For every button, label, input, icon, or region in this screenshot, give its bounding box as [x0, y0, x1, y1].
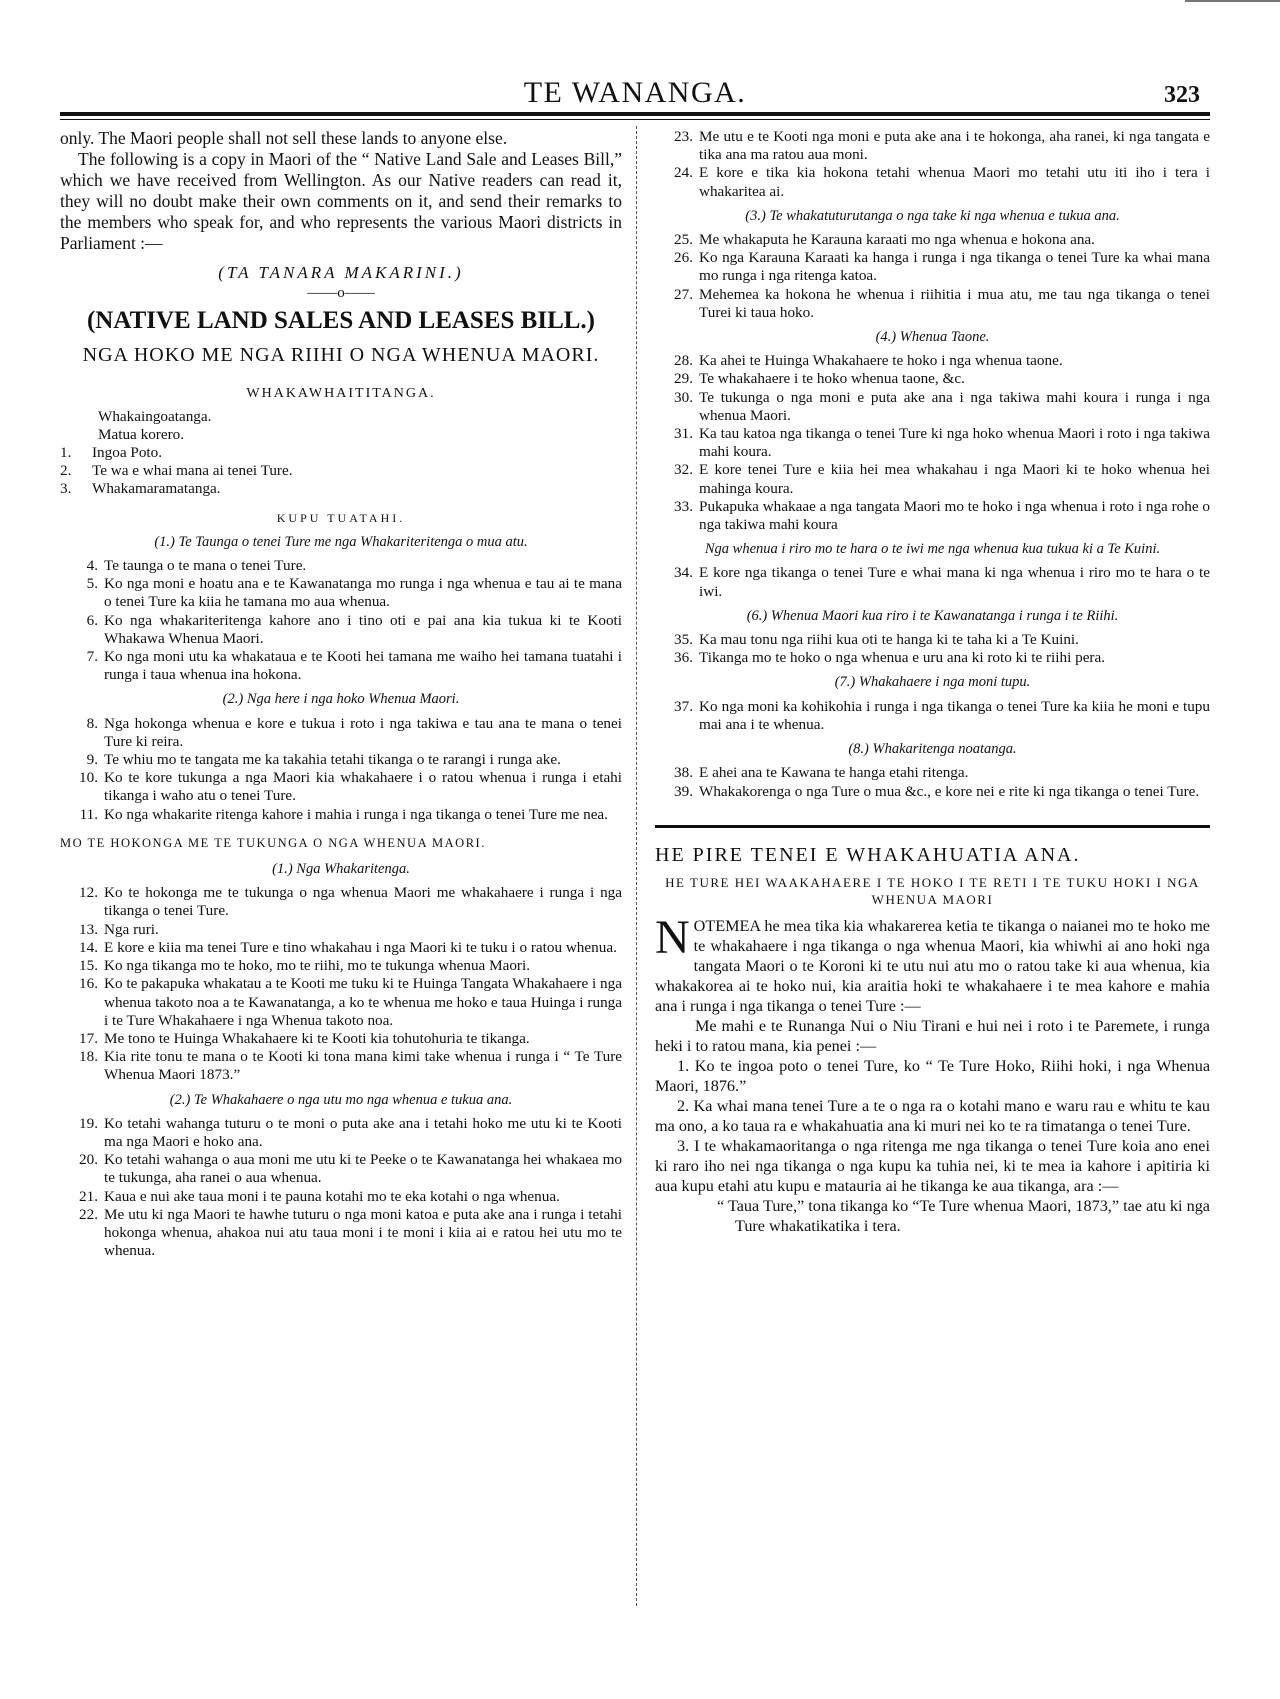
clause-list [655, 631, 1210, 667]
clause-text: Kaua e nui ake taua moni i te pauna kotahi mo te eka kotahi o nga whenua. [104, 1187, 560, 1205]
clause-item [60, 557, 622, 575]
clause-text: Whakakorenga o nga Ture o mua &c., e kore nei e rite ki nga tikanga o tenei Ture. [699, 782, 1200, 800]
clause-number: 11. [79, 805, 98, 823]
clause-list [655, 352, 1210, 534]
clause-number: 32. [674, 461, 693, 479]
clause-item [655, 352, 1210, 370]
newspaper-title: TE WANANGA. [523, 76, 747, 109]
act-paragraph: 2. Ka whai mana tenei Ture a te o nga ra o kotahi mano e waru rau e whitu te kau ma ono, a ko taua ra e whakahuatia ana ki muri nei ko te ra timatanga o tenei Ture. [655, 1096, 1210, 1135]
column-divider [636, 126, 637, 1606]
clause-number: 15. [79, 957, 98, 975]
contents-list [60, 444, 622, 499]
clause-item [60, 806, 622, 824]
clause-item [60, 648, 622, 684]
section-subheading: (4.) Whenua Taone. [875, 329, 990, 346]
clause-item [60, 1048, 622, 1084]
corner-mark [1185, 0, 1280, 2]
clause-list [60, 1115, 622, 1261]
clause-item [60, 1115, 622, 1151]
clause-list [655, 231, 1210, 322]
clause-text: Ko nga Karauna Karaati ka hanga i runga i nga tikanga o tenei Ture ka whai mana mo runga i nga ritenga katoa. [699, 249, 1210, 285]
intro-paragraph-2: The following is a copy in Maori of the “ Native Land Sale and Leases Bill,” which we have received from Wellington. As our Native readers can read it, they will no doubt make their own comments on it, and send their remarks to the members who speak for, and who represents the various Maori districts in Parliament :— [60, 149, 622, 253]
section-subheading: (2.) Nga here i nga hoko Whenua Maori. [222, 691, 460, 708]
clause-item [60, 884, 622, 920]
clause-item [60, 1188, 622, 1206]
clause-item [655, 164, 1210, 200]
section-subheading: (7.) Whakahaere i nga moni tupu. [834, 674, 1031, 691]
section-subheading: (8.) Whakaritenga noatanga. [848, 741, 1017, 758]
clause-number: 20. [79, 1151, 98, 1169]
clause-number: 17. [79, 1029, 98, 1047]
clause-number: 10. [79, 769, 98, 787]
clause-number: 22. [79, 1205, 98, 1223]
clause-number: 13. [79, 920, 98, 938]
section-subheading: Nga whenua i riro mo te hara o te iwi me nga whenua kua tukua ki a Te Kuini. [704, 541, 1161, 558]
masthead [60, 68, 1210, 108]
contents-line: Matua korero. [98, 425, 185, 443]
clause-number: 33. [674, 497, 693, 515]
clause-item [60, 751, 622, 769]
clause-list [655, 764, 1210, 800]
clause-item [655, 783, 1210, 801]
clause-item [655, 631, 1210, 649]
contents-block [60, 408, 622, 444]
drop-cap: N [655, 910, 690, 964]
section-subheading: (1.) Nga Whakaritenga. [272, 861, 410, 878]
clause-item [60, 769, 622, 805]
clause-number: 31. [674, 425, 693, 443]
page-number: 323 [1164, 82, 1200, 108]
clause-list [655, 564, 1210, 600]
right-column [655, 128, 1210, 1236]
act-paragraph: Me mahi e te Runanga Nui o Niu Tirani e hui nei i roto i te Paremete, i runga heki i to ratou mana, kia penei :— [655, 1016, 1210, 1055]
section-subheading: (6.) Whenua Maori kua riro i te Kawanatanga i runga i te Riihi. [746, 607, 1119, 624]
clause-text: Ko tetahi wahanga tuturu o te moni o puta ake ana i tetahi hoko me utu ki te Kooti ma nga Maori e hoko ana. [104, 1114, 622, 1150]
clause-text: Ko nga moni e hoatu ana e te Kawanatanga mo runga i nga whenua e tau ai te mana o tenei Ture ka kiia he tamana mo aua whenua. [104, 575, 622, 611]
clause-number: 34. [674, 564, 693, 582]
clause-list [60, 557, 622, 684]
clause-number: 19. [79, 1114, 98, 1132]
clause-text: Te taunga o te mana o tenei Ture. [104, 557, 307, 575]
section-subheading: (1.) Te Taunga o tenei Ture me nga Whakariteritenga o mua atu. [154, 533, 528, 550]
clause-text: Nga hokonga whenua e kore e tukua i roto i nga takiwa e tau ana te mana o tenei Ture ki reira. [104, 714, 622, 750]
contents-item: 3. Whakamaramatanga. [60, 480, 221, 498]
clause-text: Mehemea ka hokona he whenua i riihitia i mua atu, me tau nga tikanga o tenei Turei ki taua hoko. [699, 285, 1210, 321]
clause-text: Te whiu mo te tangata me ka takahia tetahi tikanga o te rarangi i runga ake. [104, 751, 561, 769]
contents-heading: WHAKAWHAITITANGA. [246, 386, 436, 402]
clause-text: Ko nga moni utu ka whakatauа e te Kooti hei tamana me waiho hei tamana tuatahi i runga i taua whenua ina hokona. [104, 648, 622, 684]
clause-text: Ko tetahi wahanga o aua moni me utu ki te Peeke o te Kawanatanga hei whakaea mo te tukunga, aha ranei o aua whenua. [104, 1151, 622, 1187]
clause-number: 5. [86, 575, 98, 593]
left-column [60, 128, 622, 1260]
bill-subheading: HE TURE HEI WAAKAHAERE I TE HOKO I TE RETI I TE TUKU HOKI I NGA WHENUA MAORI [665, 874, 1200, 907]
bill-heading: HE PIRE TENEI E WHAKAHUATIA ANA. [655, 843, 1081, 866]
clause-text: Ko te kore tukunga a nga Maori kia whakahaere i o ratou whenua i runga i etahi tikanga i waho atu o tenei Ture. [104, 769, 622, 805]
clause-list [655, 698, 1210, 734]
contents-item: 2. Te wa e whai mana ai tenei Ture. [60, 462, 293, 480]
clause-text: Me whakaputa he Karauna karaati mo nga whenua e hokona ana. [699, 231, 1095, 249]
act-paragraph: 1. Ko te ingoa poto o tenei Ture, ko “ Te Ture Hoko, Riihi hoki, i nga Whenua Maori, 1876.” [655, 1056, 1210, 1095]
clause-number: 12. [79, 884, 98, 902]
clause-text: Ka mau tonu nga riihi kua oti te hanga ki te taha ki a Te Kuini. [699, 631, 1079, 649]
clause-item [60, 957, 622, 975]
contents-line: Whakaingoatanga. [98, 407, 212, 425]
act-paragraph: 3. I te whakamaoritanga o nga ritenga me nga tikanga o tenei Ture koia ano enei ki raro iho nei nga tikanga o nga kupu ka tuhia nei, ki te mea ia kahore i apitiria ki aua kupu etahi atu kupu e matauria ai he tikanga ke aua tikanga, ara :— [655, 1136, 1210, 1195]
clause-text: E kore e tika kia hokona tetahi whenua Maori mo tetahi utu iti iho i tera i whakaritea ai. [699, 164, 1210, 200]
clause-item [655, 698, 1210, 734]
clause-item [655, 764, 1210, 782]
clause-number: 6. [86, 611, 98, 629]
clause-text: Ka tau katoa nga tikanga o tenei Ture ki nga hoko whenua Maori i roto i nga takiwa mahi koura. [699, 425, 1210, 461]
clause-text: Te tukunga o nga moni e puta ake ana i nga takiwa mahi koura i runga i nga whenua Maori. [699, 388, 1210, 424]
clause-number: 23. [674, 128, 693, 145]
section-subheading: (3.) Te whakatuturutanga o nga take ki nga whenua e tukua ana. [745, 207, 1120, 224]
clause-item [655, 649, 1210, 667]
clause-number: 38. [674, 764, 693, 782]
clause-text: Ko nga moni ka kohikohia i runga i nga tikanga o tenei Ture ka kiia he moni e tupu mai ana i te whenua. [699, 697, 1210, 733]
clause-text: Me utu e te Kooti nga moni e puta ake ana i te hokonga, aha ranei, ki nga tangata e tika ana ma ratou aua moni. [699, 128, 1210, 164]
clause-number: 25. [674, 231, 693, 249]
clause-item [655, 128, 1210, 164]
clause-number: 21. [79, 1187, 98, 1205]
clause-text: Ko nga whakarite ritenga kahore i mahia i runga i nga tikanga o tenei Ture me nea. [104, 805, 608, 823]
clause-item [60, 939, 622, 957]
clause-item [60, 1030, 622, 1048]
clause-item [655, 564, 1210, 600]
part-two-heading: MO TE HOKONGA ME TE TUKUNGA O NGA WHENUA MAORI. [60, 835, 486, 850]
clause-item [60, 1151, 622, 1187]
clause-item [60, 921, 622, 939]
clause-number: 9. [86, 751, 98, 769]
clause-text: Kia rite tonu te mana o te Kooti ki tona mana kimi take whenua i runga i “ Te Ture Whenua Maori 1873.” [104, 1048, 622, 1084]
clause-item [60, 715, 622, 751]
clause-number: 30. [674, 388, 693, 406]
clause-text: E kore nga tikanga o tenei Ture e whai mana ki nga whenua i riro mo te hara o te iwi. [699, 564, 1210, 600]
clause-number: 7. [86, 648, 98, 666]
header-rule-heavy [60, 112, 1210, 116]
maori-bill-title: NGA HOKO ME NGA RIIHI O NGA WHENUA MAORI. [82, 344, 600, 367]
header-rule-thin [60, 119, 1210, 120]
clause-number: 26. [674, 249, 693, 267]
circle-separator: ——o—— [307, 285, 375, 302]
clause-number: 27. [674, 285, 693, 303]
clause-item [655, 425, 1210, 461]
clause-number: 35. [674, 631, 693, 649]
clause-text: Ko nga tikanga mo te hoko, mo te riihi, mo te tukunga whenua Maori. [104, 957, 531, 975]
clause-item [655, 461, 1210, 497]
clause-text: Te whakahaere i te hoko whenua taone, &c. [699, 370, 965, 388]
clause-list [655, 128, 1210, 201]
clause-number: 37. [674, 697, 693, 715]
clause-number: 18. [79, 1048, 98, 1066]
clause-text: Tikanga mo te hoko o nga whenua e uru ana ki roto ki te riihi pera. [699, 649, 1106, 667]
clause-number: 16. [79, 975, 98, 993]
clause-number: 4. [86, 557, 98, 575]
intro-paragraph-1: only. The Maori people shall not sell these lands to anyone else. [60, 128, 508, 148]
clause-number: 8. [86, 714, 98, 732]
english-bill-title: (NATIVE LAND SALES AND LEASES BILL.) [86, 307, 595, 335]
clause-item [60, 975, 622, 1030]
clause-text: Nga ruri. [104, 920, 159, 938]
clause-item [60, 612, 622, 648]
clause-list [60, 715, 622, 824]
act-quote: “ Taua Ture,” tona tikanga ko “Te Ture whenua Maori, 1873,” tae atu ki nga Ture whakatikatika i tera. [717, 1196, 1210, 1235]
clause-text: Ka ahei te Huinga Whakahaere te hoko i nga whenua taone. [699, 352, 1063, 370]
clause-item [655, 231, 1210, 249]
act-preamble: NOTEMEA he mea tika kia whakarerea ketia te tikanga o naianei mo te hoko me te whakahaere i nga tikanga o nga whenua Maori, kia whiwhi ai ano hoki nga tangata Maori o te Koroni ki te utu nui atu mo o ratou take ki aua whenua, kia whakakorea ai te hoko nui, kia araitia hoki te whakahaere i te mea kahore e mahia ana i runga i nga tikanga o tenei Ture :— [655, 910, 1210, 1015]
clause-number: 28. [674, 352, 693, 370]
clause-text: Ko te pakapuka whakatau a te Kooti me tuku ki te Huinga Tangata Whakahaere i nga whenua takoto noa a te Kawanatanga, a ko te whenua me hoko e taua Huinga i runga i te Ture Whakahaere i nga Whenua takoto noa. [104, 975, 622, 1029]
clause-item [655, 498, 1210, 534]
clause-number: 14. [79, 938, 98, 956]
clause-number: 24. [674, 164, 693, 182]
clause-item [655, 286, 1210, 322]
clause-number: 36. [674, 649, 693, 667]
clause-text: Me tono te Huinga Whakahaere ki te Kooti kia tohutohuria te tikanga. [104, 1029, 530, 1047]
clause-text: Me utu ki nga Maori te hawhe tuturu o nga moni katoa e puta ake ana i runga i tetahi hokonga whenua, ahakoa nui atu taua moni i te moni i kiia ai e ratou hei utu mo te whenua. [104, 1205, 622, 1260]
section-rule [655, 825, 1210, 828]
clause-text: Ko te hokonga me te tukunga o nga whenua Maori me whakahaere i runga i nga tikanga o tenei Ture. [104, 884, 622, 920]
clause-item [655, 389, 1210, 425]
section-subheading: (2.) Te Whakahaere o nga utu mo nga whenua e tukua ana. [169, 1091, 513, 1108]
clause-text: E ahei ana te Kawana te hanga etahi ritenga. [699, 764, 969, 782]
clause-list [60, 884, 622, 1084]
contents-item: 1. Ingoa Poto. [60, 444, 163, 462]
clause-item [60, 575, 622, 611]
clause-text: Ko nga whakariteritenga kahore ano i tino oti e pai ana kia tukua ki te Kooti Whakawa Whenua Maori. [104, 611, 622, 647]
act-text [655, 910, 1210, 1236]
clause-item [655, 370, 1210, 388]
clause-text: E kore e kiia ma tenei Ture e tino whakahau i nga Maori ki te tuku i o ratou whenua. [104, 938, 617, 956]
signature: (TA TANARA MAKARINI.) [218, 263, 464, 282]
clause-item [655, 249, 1210, 285]
clause-text: E kore tenei Ture e kiia hei mea whakahau i nga Maori ki te hoko whenua hei mahinga koura. [699, 461, 1210, 497]
clause-item [60, 1206, 622, 1261]
clause-number: 29. [674, 370, 693, 388]
clause-number: 39. [674, 782, 693, 800]
clause-text: Pukapuka whakaae a nga tangata Maori mo te hoko i nga whenua i roto i nga rohe o nga takiwa mahi koura [699, 497, 1210, 534]
part-one-heading: KUPU TUATAHI. [276, 510, 406, 525]
